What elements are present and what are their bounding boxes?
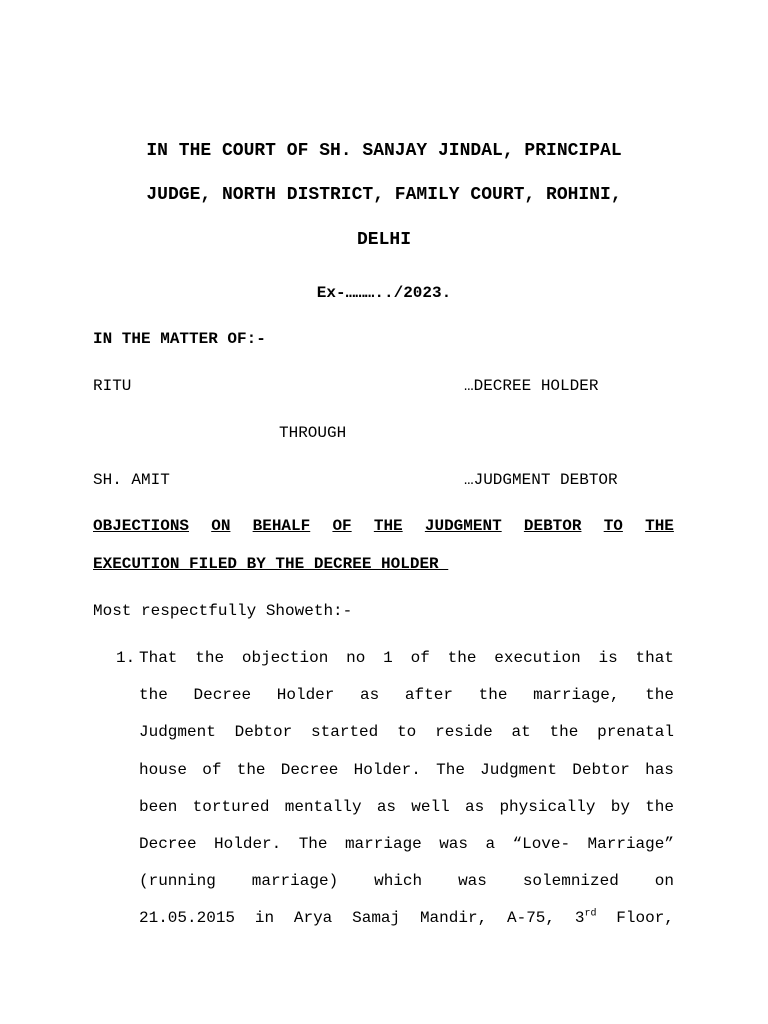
- word: marriage,: [533, 686, 620, 704]
- word: been: [139, 798, 178, 816]
- paragraph-1-line-3: [139, 723, 674, 741]
- objection-title-word: THE: [645, 517, 674, 535]
- paragraph-1-line-1: [139, 649, 674, 667]
- judgment-debtor-name: SH. AMIT: [93, 471, 170, 489]
- paragraph-1-line-2: [139, 686, 674, 704]
- salutation: Most respectfully Showeth:-: [93, 602, 353, 620]
- paragraph-1-line-8: [139, 909, 674, 927]
- word: the: [447, 649, 477, 667]
- word: 1: [383, 649, 393, 667]
- word: A-75,: [507, 909, 556, 927]
- word: Decree: [193, 686, 252, 704]
- court-heading-line-3: DELHI: [356, 230, 411, 250]
- word: Debtor: [234, 723, 293, 741]
- word: The: [436, 761, 465, 779]
- word: objection: [241, 649, 329, 667]
- matter-label: IN THE MATTER OF:-: [93, 330, 266, 348]
- objection-title-line-2: EXECUTION FILED BY THE DECREE HOLDER: [93, 555, 449, 573]
- word: is: [598, 649, 618, 667]
- paragraph-1-line-4: [139, 761, 674, 779]
- objection-title-word: ON: [211, 517, 231, 535]
- word: the: [236, 761, 266, 779]
- word: has: [645, 761, 674, 779]
- decree-holder-name: RITU: [93, 377, 132, 395]
- word: marriage): [251, 872, 339, 890]
- objection-title-word: OF: [332, 517, 352, 535]
- word: in: [254, 909, 275, 927]
- word: at: [511, 723, 531, 741]
- word: Judgment: [480, 761, 557, 779]
- word: Mandir,: [419, 909, 488, 927]
- word: a: [485, 835, 496, 853]
- word: the: [645, 686, 674, 704]
- floor-ordinal: [575, 909, 597, 927]
- word: mentally: [284, 798, 362, 816]
- objection-title-word: JUDGMENT: [424, 517, 502, 535]
- word: as: [376, 798, 397, 816]
- objection-title-word: OBJECTIONS: [93, 517, 190, 535]
- word: which: [374, 872, 423, 890]
- word: solemnized: [522, 872, 619, 890]
- word: Decree: [280, 761, 339, 779]
- word: Marriage”: [587, 835, 674, 853]
- word: 21.05.2015: [139, 909, 236, 927]
- floor-superscript: rd: [584, 908, 597, 920]
- word: Floor,: [616, 909, 674, 927]
- word: after: [404, 686, 453, 704]
- paragraph-1-line-7: [139, 872, 674, 890]
- word: Decree: [139, 835, 197, 853]
- word: on: [654, 872, 674, 890]
- word: of: [202, 761, 222, 779]
- word: the: [645, 798, 674, 816]
- word: “Love-: [512, 835, 571, 853]
- case-number: Ex-………../2023.: [316, 284, 452, 302]
- word: Debtor: [572, 761, 630, 779]
- word: execution: [494, 649, 581, 667]
- through-label: THROUGH: [279, 424, 347, 442]
- court-heading-line-1: IN THE COURT OF SH. SANJAY JINDAL, PRINCIPAL: [146, 141, 622, 161]
- word: Judgment: [139, 723, 216, 741]
- objection-title-word: DEBTOR: [523, 517, 582, 535]
- word: Holder: [276, 686, 335, 704]
- word: well: [411, 798, 450, 816]
- word: physically: [499, 798, 596, 816]
- word: marriage: [344, 835, 422, 853]
- court-heading-line-2: JUDGE, NORTH DISTRICT, FAMILY COURT, ROHINI,: [146, 185, 622, 205]
- word: (running: [139, 872, 216, 890]
- word: prenatal: [597, 723, 674, 741]
- paragraph-1-line-6: [139, 835, 674, 853]
- word: that: [635, 649, 674, 667]
- word: no: [346, 649, 366, 667]
- word: the: [478, 686, 508, 704]
- word: house: [139, 761, 188, 779]
- word: was: [458, 872, 487, 890]
- word: reside: [435, 723, 493, 741]
- word: by: [610, 798, 630, 816]
- word: Arya: [293, 909, 333, 927]
- word: Holder.: [214, 835, 282, 853]
- paragraph-number: 1.: [116, 649, 136, 667]
- floor-number: 3: [574, 909, 585, 927]
- word: the: [549, 723, 579, 741]
- word: of: [410, 649, 430, 667]
- word: was: [439, 835, 469, 853]
- word: the: [195, 649, 225, 667]
- word: The: [298, 835, 328, 853]
- objection-title-word: THE: [373, 517, 403, 535]
- word: started: [311, 723, 379, 741]
- paragraph-1-line-5: [139, 798, 674, 816]
- word: tortured: [192, 798, 270, 816]
- word: to: [397, 723, 417, 741]
- word: Samaj: [352, 909, 401, 927]
- word: the: [139, 686, 168, 704]
- word: as: [464, 798, 485, 816]
- objection-title-word: BEHALF: [252, 517, 311, 535]
- objection-title-line-1: [93, 517, 674, 535]
- word: as: [360, 686, 380, 704]
- objection-title-word: TO: [603, 517, 623, 535]
- decree-holder-role: …DECREE HOLDER: [464, 377, 599, 395]
- word: Holder.: [353, 761, 421, 779]
- word: That: [139, 649, 178, 667]
- judgment-debtor-role: …JUDGMENT DEBTOR: [464, 471, 618, 489]
